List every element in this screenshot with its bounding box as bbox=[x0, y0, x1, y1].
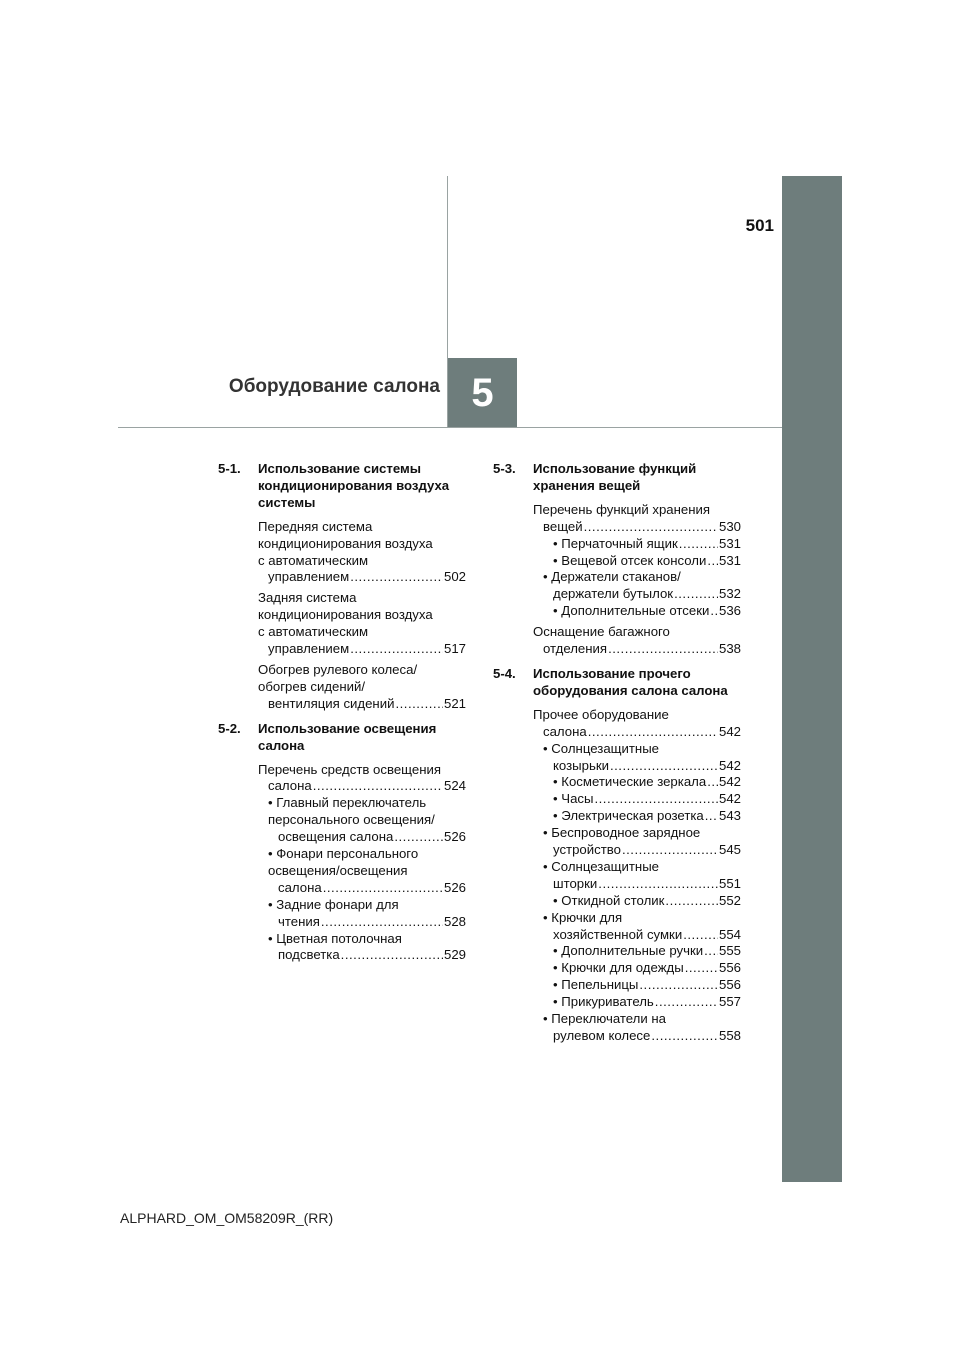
page-ref: 545 bbox=[718, 842, 741, 858]
toc-entry-group bbox=[493, 707, 741, 1045]
toc-subentry[interactable] bbox=[533, 943, 741, 960]
entry-text-line: Задняя система bbox=[258, 590, 357, 606]
page-ref: 542 bbox=[718, 791, 741, 807]
dot-leader bbox=[622, 842, 718, 859]
entry-final-line bbox=[268, 641, 466, 658]
page-ref: 556 bbox=[718, 960, 741, 976]
entry-final-line bbox=[553, 1028, 741, 1045]
toc-subentry[interactable] bbox=[533, 994, 741, 1011]
entry-text: отделения bbox=[543, 641, 608, 657]
entry-final-line bbox=[278, 880, 466, 897]
page-ref: 551 bbox=[718, 875, 741, 891]
entry-text: подсветка bbox=[278, 947, 340, 963]
entry-text-line: освещения/освещения bbox=[268, 862, 408, 878]
entry-final-line bbox=[278, 914, 466, 931]
document-code: ALPHARD_OM_OM58209R_(RR) bbox=[120, 1210, 334, 1226]
page-ref: 557 bbox=[718, 994, 741, 1010]
entry-text-line: • Крючки для bbox=[543, 909, 623, 925]
entry-final-line bbox=[553, 536, 741, 553]
toc-section bbox=[218, 461, 466, 512]
toc-subentry[interactable] bbox=[258, 846, 466, 897]
entry-text: хозяйственной сумки bbox=[553, 926, 683, 942]
toc-subentry[interactable] bbox=[258, 931, 466, 965]
page-ref: 536 bbox=[718, 603, 741, 619]
entry-final-line bbox=[553, 842, 741, 859]
page-ref: 529 bbox=[443, 947, 466, 963]
toc-entry-group bbox=[218, 662, 466, 713]
toc-subentry[interactable] bbox=[533, 569, 741, 603]
entry-final-line bbox=[553, 808, 741, 825]
entry-text: • Косметические зеркала bbox=[553, 774, 707, 790]
section-title-line: хранения вещей bbox=[533, 477, 641, 493]
section-spacer bbox=[218, 713, 466, 721]
entry-text: • Вещевой отсек консоли bbox=[553, 552, 707, 568]
dot-leader bbox=[705, 808, 718, 825]
page-ref: 554 bbox=[718, 926, 741, 942]
toc-entry-group bbox=[218, 519, 466, 587]
section-title[interactable] bbox=[533, 666, 741, 700]
section-title[interactable] bbox=[533, 461, 741, 495]
entry-final-line bbox=[553, 893, 741, 910]
toc-subentry[interactable] bbox=[533, 893, 741, 910]
toc-section bbox=[493, 461, 741, 495]
entry-final-line bbox=[553, 553, 741, 570]
toc-entry[interactable] bbox=[258, 662, 466, 713]
header-rule bbox=[118, 427, 782, 428]
entry-text-line: • Солнцезащитные bbox=[543, 740, 660, 756]
page-ref: 556 bbox=[718, 977, 741, 993]
toc-entry[interactable] bbox=[533, 707, 741, 741]
entry-final-line bbox=[553, 943, 741, 960]
dot-leader bbox=[350, 569, 443, 586]
toc-entry[interactable] bbox=[258, 762, 466, 796]
section-title-line: салона bbox=[258, 737, 305, 753]
toc-entry-group bbox=[218, 762, 466, 965]
dot-leader bbox=[683, 927, 718, 944]
page-ref: 526 bbox=[443, 829, 466, 845]
section-title-line: кондиционирования воздуха bbox=[258, 477, 450, 493]
entry-text-line: Обогрев рулевого колеса/ bbox=[258, 661, 418, 677]
dot-leader bbox=[395, 696, 443, 713]
dot-leader bbox=[704, 943, 718, 960]
section-spacer bbox=[493, 1045, 741, 1053]
toc-section bbox=[218, 721, 466, 755]
dot-leader bbox=[588, 724, 718, 741]
entry-text-line: • Держатели стаканов/ bbox=[543, 569, 681, 585]
entry-text-line: • Фонари персонального bbox=[268, 846, 419, 862]
entry-final-line bbox=[553, 977, 741, 994]
entry-text: управлением bbox=[268, 641, 350, 657]
entry-text: шторки bbox=[553, 875, 598, 891]
section-title-line: системы bbox=[258, 494, 316, 510]
dot-leader bbox=[350, 641, 443, 658]
dot-leader bbox=[313, 778, 443, 795]
toc-entry[interactable] bbox=[258, 519, 466, 587]
dot-leader bbox=[679, 536, 718, 553]
entry-text: чтения bbox=[278, 913, 320, 929]
section-title-line: Использование функций bbox=[533, 461, 697, 476]
entry-text: салона bbox=[278, 879, 322, 895]
entry-text-line: персонального освещения/ bbox=[268, 812, 435, 828]
entry-text-line: Перечень функций хранения bbox=[533, 501, 711, 517]
chapter-title: Оборудование салона bbox=[228, 376, 440, 397]
entry-final-line bbox=[268, 778, 466, 795]
entry-text: управлением bbox=[268, 569, 350, 585]
entry-final-line bbox=[543, 641, 741, 658]
dot-leader bbox=[685, 960, 718, 977]
entry-text: • Дополнительные отсеки bbox=[553, 603, 710, 619]
section-title-line: оборудования салона салона bbox=[533, 682, 728, 698]
toc-subentry[interactable] bbox=[533, 808, 741, 825]
toc-entry-group bbox=[218, 590, 466, 658]
dot-leader bbox=[674, 586, 718, 603]
toc-entry[interactable] bbox=[258, 590, 466, 658]
dot-leader bbox=[394, 829, 443, 846]
entry-final-line bbox=[278, 947, 466, 964]
toc-subentry[interactable] bbox=[533, 825, 741, 859]
toc-right-column bbox=[493, 461, 741, 1053]
page-ref: 528 bbox=[443, 913, 466, 929]
chapter-number: 5 bbox=[471, 370, 494, 415]
entry-text: • Дополнительные ручки bbox=[553, 943, 704, 959]
entry-text-line: Передняя система bbox=[258, 518, 373, 534]
page-ref: 538 bbox=[718, 641, 741, 657]
entry-text: • Откидной столик bbox=[553, 892, 665, 908]
dot-leader bbox=[710, 603, 718, 620]
entry-text-line: с автоматическим bbox=[258, 552, 369, 568]
entry-text: • Прикуриватель bbox=[553, 994, 654, 1010]
entry-final-line bbox=[543, 519, 741, 536]
toc-subentry[interactable] bbox=[533, 603, 741, 620]
page-ref: 542 bbox=[718, 757, 741, 773]
entry-text-line: • Главный переключатель bbox=[268, 795, 427, 811]
entry-text-line: • Солнцезащитные bbox=[543, 858, 660, 874]
entry-text-line: Прочее оборудование bbox=[533, 706, 669, 722]
section-spacer bbox=[218, 964, 466, 972]
entry-text-line: Оснащение багажного bbox=[533, 624, 670, 640]
toc-entry[interactable] bbox=[533, 624, 741, 658]
entry-final-line bbox=[268, 696, 466, 713]
entry-text-line: • Беспроводное зарядное bbox=[543, 825, 701, 841]
section-title-line: Использование системы bbox=[258, 461, 422, 476]
entry-text-line: • Переключатели на bbox=[543, 1011, 667, 1027]
toc-subentry[interactable] bbox=[533, 791, 741, 808]
entry-text: • Электрическая розетка bbox=[553, 808, 704, 824]
dot-leader bbox=[341, 947, 443, 964]
dot-leader bbox=[321, 914, 443, 931]
entry-text: салона bbox=[543, 723, 587, 739]
page-ref: 526 bbox=[443, 879, 466, 895]
toc-subentry[interactable] bbox=[533, 553, 741, 570]
dot-leader bbox=[655, 994, 718, 1011]
entry-text-line: кондиционирования воздуха bbox=[258, 607, 433, 623]
entry-final-line bbox=[553, 603, 741, 620]
chapter-side-tab bbox=[782, 176, 842, 1182]
toc-subentry[interactable] bbox=[533, 774, 741, 791]
page-ref: 532 bbox=[718, 586, 741, 602]
page-ref: 542 bbox=[718, 774, 741, 790]
dot-leader bbox=[594, 791, 718, 808]
toc-subentry[interactable] bbox=[533, 1011, 741, 1045]
section-title-line: Использование прочего bbox=[533, 665, 691, 681]
entry-text: рулевом колесе bbox=[553, 1028, 651, 1043]
toc-subentry[interactable] bbox=[533, 859, 741, 893]
page-ref: 552 bbox=[718, 892, 741, 908]
entry-text: салона bbox=[268, 778, 312, 794]
entry-final-line bbox=[553, 960, 741, 977]
dot-leader bbox=[707, 553, 718, 570]
entry-final-line bbox=[553, 927, 741, 944]
toc-subentry[interactable] bbox=[533, 960, 741, 977]
dot-leader bbox=[651, 1028, 718, 1045]
toc-left-column bbox=[218, 461, 466, 972]
entry-text: освещения салона bbox=[278, 829, 394, 845]
entry-text-line: обогрев сидений/ bbox=[258, 678, 366, 694]
dot-leader bbox=[598, 876, 718, 893]
entry-text: козырьки bbox=[553, 757, 609, 773]
section-title[interactable] bbox=[258, 461, 466, 512]
dot-leader bbox=[639, 977, 718, 994]
entry-text: держатели бутылок bbox=[553, 586, 674, 602]
toc-entry-group bbox=[493, 502, 741, 620]
toc-section bbox=[493, 666, 741, 700]
page-ref: 530 bbox=[718, 518, 741, 534]
dot-leader bbox=[707, 774, 718, 791]
section-title-line: Использование освещения bbox=[258, 720, 437, 736]
entry-text: • Пепельницы bbox=[553, 977, 639, 993]
section-title[interactable] bbox=[258, 721, 466, 755]
entry-text-line: кондиционирования воздуха bbox=[258, 535, 433, 551]
entry-final-line bbox=[268, 569, 466, 586]
dot-leader bbox=[608, 641, 718, 658]
dot-leader bbox=[665, 893, 718, 910]
entry-final-line bbox=[553, 758, 741, 775]
entry-final-line bbox=[553, 586, 741, 603]
page-ref: 517 bbox=[443, 641, 466, 657]
toc-subentry[interactable] bbox=[258, 897, 466, 931]
entry-text: • Часы bbox=[553, 791, 594, 807]
entry-text: вещей bbox=[543, 518, 583, 534]
entry-final-line bbox=[553, 774, 741, 791]
entry-text-line: • Цветная потолочная bbox=[268, 930, 402, 946]
toc-subentry[interactable] bbox=[533, 977, 741, 994]
dot-leader bbox=[610, 758, 718, 775]
toc-subentry[interactable] bbox=[533, 910, 741, 944]
toc-entry-group bbox=[493, 624, 741, 658]
entry-text-line: с автоматическим bbox=[258, 624, 369, 640]
entry-text: вентиляция сидений bbox=[268, 695, 395, 711]
section-number: 5-4. bbox=[493, 665, 516, 681]
page-ref: 543 bbox=[718, 808, 741, 824]
section-number: 5-3. bbox=[493, 461, 516, 476]
entry-final-line bbox=[543, 724, 741, 741]
chapter-number-block bbox=[448, 358, 517, 428]
toc-subentry[interactable] bbox=[533, 741, 741, 775]
page-ref: 558 bbox=[718, 1028, 741, 1043]
page-ref: 521 bbox=[443, 695, 466, 711]
entry-final-line bbox=[553, 791, 741, 808]
entry-text: • Перчаточный ящик bbox=[553, 535, 678, 551]
toc-subentry[interactable] bbox=[258, 795, 466, 846]
page-number: 501 bbox=[745, 216, 774, 235]
entry-text-line: Перечень средств освещения bbox=[258, 761, 441, 777]
page-ref: 542 bbox=[718, 723, 741, 739]
page-ref: 555 bbox=[718, 943, 741, 959]
dot-leader bbox=[584, 519, 718, 536]
section-number: 5-1. bbox=[218, 461, 241, 476]
page-ref: 531 bbox=[718, 535, 741, 551]
section-spacer bbox=[493, 658, 741, 666]
page-ref: 502 bbox=[443, 569, 466, 585]
page-ref: 531 bbox=[718, 552, 741, 568]
entry-text-line: • Задние фонари для bbox=[268, 896, 399, 912]
page-ref: 524 bbox=[443, 778, 466, 794]
entry-final-line bbox=[278, 829, 466, 846]
entry-final-line bbox=[553, 876, 741, 893]
entry-final-line bbox=[553, 994, 741, 1011]
dot-leader bbox=[323, 880, 443, 897]
toc-entry[interactable] bbox=[533, 502, 741, 536]
toc-subentry[interactable] bbox=[533, 536, 741, 553]
entry-text: устройство bbox=[553, 842, 621, 858]
section-number: 5-2. bbox=[218, 720, 241, 736]
entry-text: • Крючки для одежды bbox=[553, 960, 684, 976]
